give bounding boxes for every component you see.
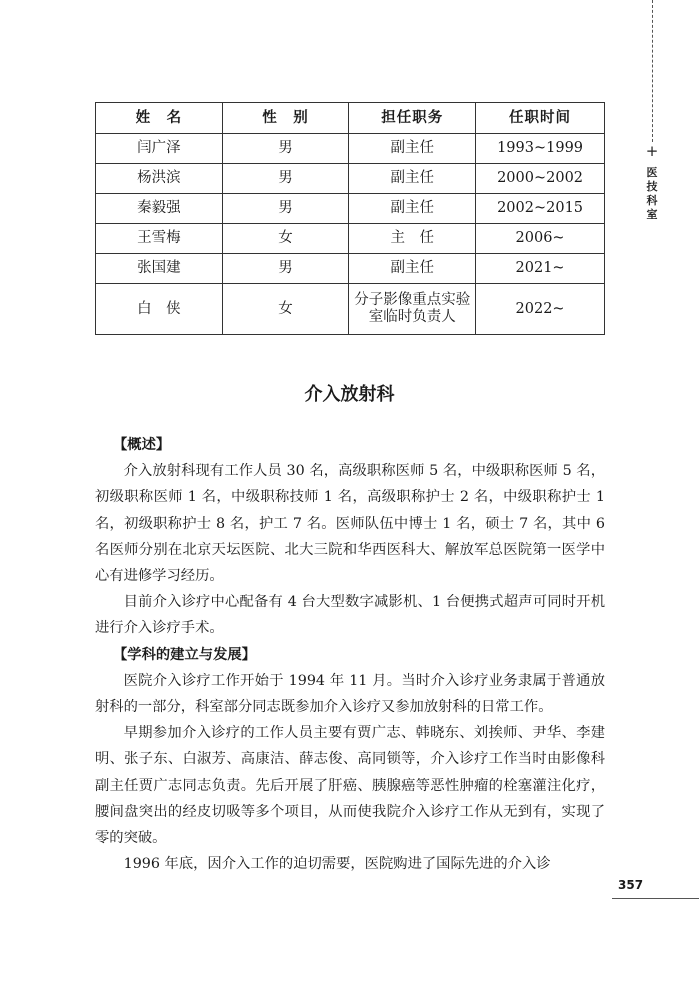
overview-heading: 【概述】 [113,437,171,453]
cell-gender: 女 [222,284,349,335]
chapter-side-label [641,166,663,222]
footer-rule [612,898,699,899]
cell-gender: 男 [222,134,349,164]
history-heading: 【学科的建立与发展】 [113,646,256,663]
cell-name: 白 侠 [96,284,223,335]
chapter-label-char: 科 [646,194,658,207]
table-row [96,164,605,194]
cell-gender: 男 [222,164,349,194]
cell-name: 闫广泽 [96,134,223,164]
page-number: 357 [618,878,644,892]
cell-position: 分子影像重点实验室临时负责人 [349,284,476,335]
cell-term: 2002~2015 [476,194,605,224]
table-row [96,224,605,254]
header-name: 姓 名 [96,103,223,134]
cell-name: 张国建 [96,254,223,284]
cell-term: 2006~ [476,224,605,254]
table-row [96,194,605,224]
paragraph: 早期参加介入诊疗的工作人员主要有贾广志、韩晓东、刘挨师、尹华、李建明、张子东、白淑芳、高康洁、薛志俊、高同锁等，介入诊疗工作当时由影像科副主任贾广志同志负责。先后开展了肝癌、胰腺癌等恶性肿瘤的栓塞灌注化疗，腰间盘突出的经皮切吸等多个项目，从而使我院介入诊疗工作从无到有，实现了零的突破。 [95,725,605,847]
header-gender: 性 别 [222,103,349,134]
cell-name: 秦毅强 [96,194,223,224]
margin-dashed-line [652,0,653,142]
paragraph: 医院介入诊疗工作开始于 1994 年 11 月。当时介入诊疗业务隶属于普通放射科的一部分，科室部分同志既参加介入诊疗又参加放射科的日常工作。 [95,672,605,716]
chapter-label-char: 医 [646,166,658,179]
cell-term: 2021~ [476,254,605,284]
section-title: 介入放射科 [304,384,395,405]
cell-gender: 女 [222,224,349,254]
header-position: 担任职务 [349,103,476,134]
cell-position: 副主任 [349,134,476,164]
table-row [96,284,605,335]
margin-plus-mark: + [645,142,659,160]
header-term: 任职时间 [476,103,605,134]
cell-position: 副主任 [349,164,476,194]
paragraph: 目前介入诊疗中心配备有 4 台大型数字减影机、1 台便携式超声可同时开机进行介入诊疗手术。 [95,594,605,637]
staff-table [95,102,605,335]
cell-term: 2022~ [476,284,605,335]
cell-term: 1993~1999 [476,134,605,164]
cell-term: 2000~2002 [476,164,605,194]
cell-name: 杨洪滨 [96,164,223,194]
cell-gender: 男 [222,194,349,224]
cell-name: 王雪梅 [96,224,223,254]
section-body [95,432,605,877]
cell-position: 副主任 [349,254,476,284]
cell-position: 主 任 [349,224,476,254]
paragraph: 介入放射科现有工作人员 30 名，高级职称医师 5 名，中级职称医师 5 名，初级职称医师 1 名，中级职称技师 1 名，高级职称护士 2 名，中级职称护士 1 名，初级职称护士 8 名，护工 7 名。医师队伍中博士 1 名，硕士 7 名，其中 6 名医师分别在北京天坛医院、北大三院和华西医科大、解放军总医院第一医学中心有进修学习经历。 [95,463,605,585]
table-row [96,254,605,284]
chapter-label-char: 技 [646,180,658,193]
table-header-row [96,103,605,134]
cell-position: 副主任 [349,194,476,224]
table-row [96,134,605,164]
chapter-label-char: 室 [646,208,658,221]
paragraph: 1996 年底，因介入工作的迫切需要，医院购进了国际先进的介入诊 [123,856,551,873]
cell-gender: 男 [222,254,349,284]
